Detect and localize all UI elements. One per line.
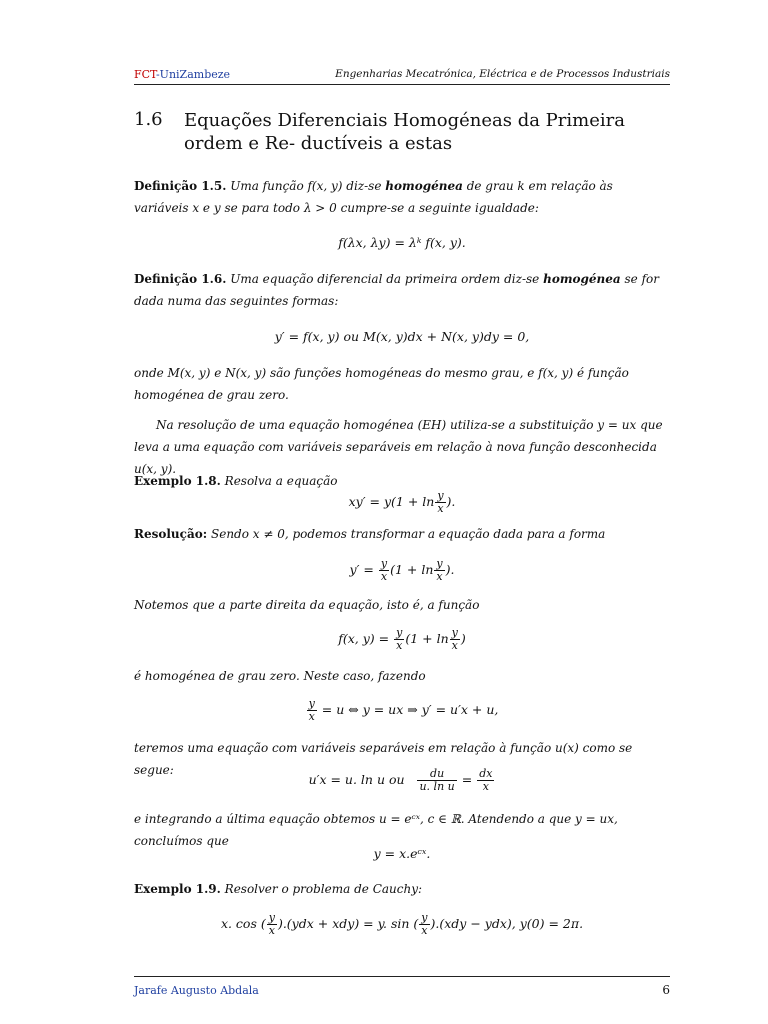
- header-rule: [134, 84, 670, 85]
- paragraph-notemos: Notemos que a parte direita da equação, isto é, a função: [134, 598, 480, 612]
- section-number: 1.6: [134, 109, 163, 130]
- example-label: Exemplo 1.8.: [134, 474, 221, 488]
- definition-label: Definição 1.5.: [134, 179, 227, 193]
- footer-author: Jarafe Augusto Abdala: [134, 984, 259, 997]
- formula-resolution: y′ = $\frac{y}{x}$ (1 + ln $\frac{y}{x}$ ).: [349, 557, 455, 583]
- example-1-8: Exemplo 1.8. Resolva a equação: [134, 474, 338, 488]
- formula-cauchy-problem: x. cos ( $\frac{y}{x}$ ).(ydx + xdy) = y. sin ( $\frac{y}{x}$ ).(xdy − ydx), y(0) = 2π.: [220, 911, 584, 937]
- header-course: Engenharias Mecatrónica, Eléctrica e de Processos Industriais: [335, 68, 670, 80]
- section-title: Equações Diferenciais Homogéneas da Primeira ordem e Re- ductíveis a estas: [184, 110, 625, 154]
- paragraph-onde: onde M(x, y) e N(x, y) são funções homogéneas do mesmo grau, e f(x, y) é função homogénea de grau zero.: [134, 366, 629, 402]
- formula-separable: u′x = u. ln u ou $\frac{du}{\text{u. ln u}}$ = $\frac{dx}{x}$: [308, 767, 493, 793]
- example-1-9: Exemplo 1.9. Resolver o problema de Cauchy:: [134, 882, 423, 896]
- paragraph-resolucao-eh: Na resolução de uma equação homogénea (EH) utiliza-se a substituição y = ux que leva a uma equação com variáveis separáveis em relação à nova função desconhecida u(x, y).: [134, 418, 663, 476]
- formula-homogeneous-function: f(λx, λy) = λᵏ f(x, y).: [338, 235, 466, 250]
- example-label: Exemplo 1.9.: [134, 882, 221, 896]
- paragraph-integrando: e integrando a última equação obtemos u = eᶜˣ, c ∈ ℝ. Atendendo a que y = ux, concluímos que: [134, 812, 618, 848]
- header-institution: FCT-UniZambeze: [134, 68, 231, 81]
- paragraph-grau-zero: é homogénea de grau zero. Neste caso, fazendo: [134, 669, 426, 683]
- formula-solution: y = x.eᶜˣ.: [373, 846, 431, 861]
- formula-f-xy: f(x, y) = $\frac{y}{x}$ (1 + ln $\frac{y}{x}$ ): [338, 626, 466, 652]
- formula-example-1-8: xy′ = y(1 + ln $\frac{y}{x}$ ).: [348, 489, 456, 515]
- formula-substitution: $\frac{y}{x}$ = u ⇔ y = ux ⇒ y′ = u′x + u,: [308, 697, 499, 723]
- definition-label: Definição 1.6.: [134, 272, 227, 286]
- definition-1-6: Definição 1.6. Uma equação diferencial da primeira ordem diz-se homogénea se for dada numa das seguintes formas:: [134, 272, 659, 308]
- footer-rule: [134, 976, 670, 977]
- page-number: 6: [662, 983, 670, 997]
- resolution-label: Resolução:: [134, 527, 208, 541]
- paragraph-teremos: teremos uma equação com variáveis separáveis em relação à função u(x) como se segue:: [134, 741, 633, 777]
- definition-1-5: Definição 1.5. Uma função f(x, y) diz-se homogénea de grau k em relação às variáveis x e y se para todo λ > 0 cumpre-se a seguinte igualdade:: [134, 179, 613, 215]
- resolution: Resolução: Sendo x ≠ 0, podemos transformar a equação dada para a forma: [134, 527, 606, 541]
- formula-homogeneous-equation: y′ = f(x, y) ou M(x, y)dx + N(x, y)dy = 0,: [274, 329, 530, 344]
